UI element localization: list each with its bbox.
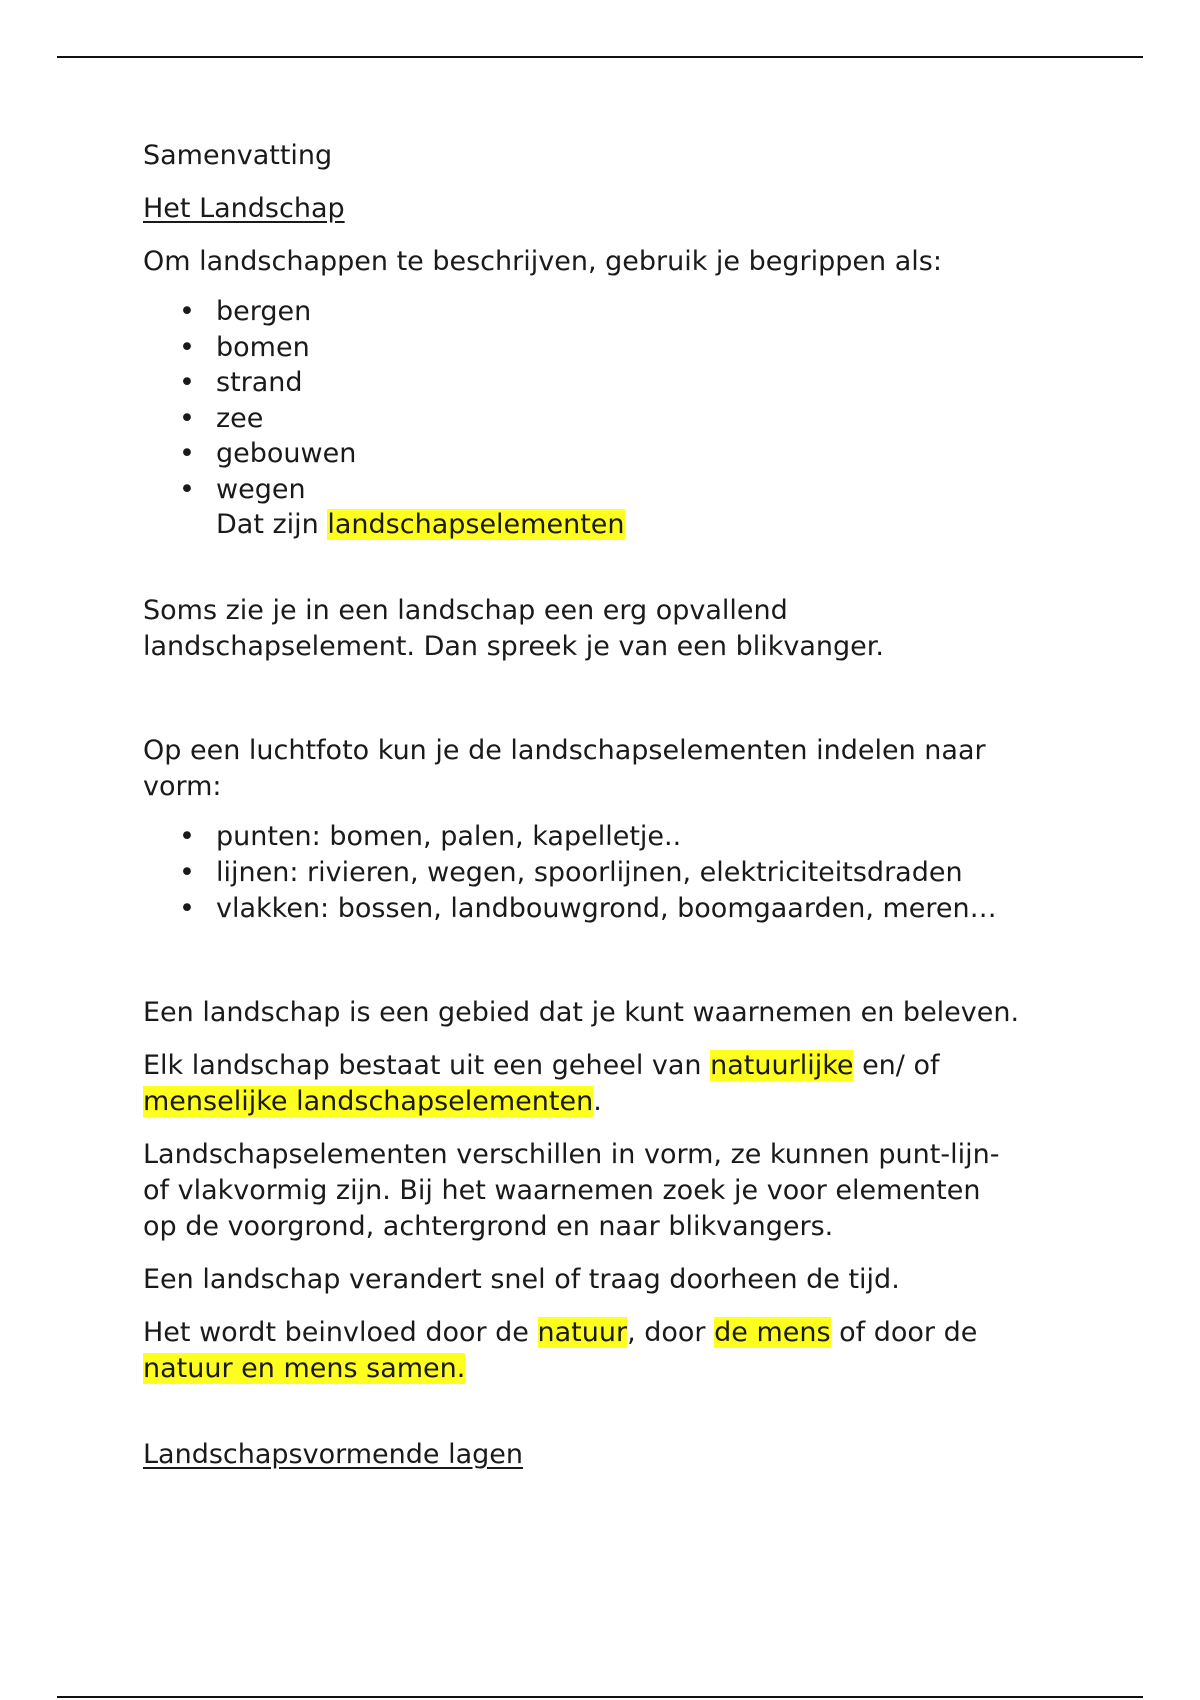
landscape-terms-list	[143, 294, 1063, 507]
highlight-natuurlijke: natuurlijke	[710, 1050, 854, 1081]
list-item: • vlakken: bossen, landbouwgrond, boomgaarden, meren…	[179, 891, 1063, 927]
elements-text-2: en/ of	[853, 1050, 940, 1081]
elements-paragraph	[143, 1048, 1063, 1120]
shape-line-1: Landschapselementen verschillen in vorm, ze kunnen punt-lijn-	[143, 1139, 1000, 1170]
section-heading-lagen: Landschapsvormende lagen	[143, 1439, 524, 1470]
definition-paragraph: Een landschap is een gebied dat je kunt waarnemen en beleven.	[143, 997, 1020, 1028]
elements-text-1: Elk landschap bestaat uit een geheel van	[143, 1050, 711, 1081]
highlight-de-mens: de mens	[714, 1317, 831, 1348]
document-title: Samenvatting	[143, 140, 333, 171]
blikvanger-line-1: Soms zie je in een landschap een erg opvallend	[143, 595, 788, 626]
blikvanger-line-2: landschapselement. Dan spreek je van een blikvanger.	[143, 631, 884, 662]
blikvanger-paragraph	[143, 593, 1063, 665]
document-body	[143, 138, 1063, 1473]
top-rule	[57, 56, 1143, 58]
list-item: • bomen	[179, 330, 1063, 366]
shape-line-2: of vlakvormig zijn. Bij het waarnemen zoek je voor elementen	[143, 1175, 981, 1206]
elements-text-3: .	[593, 1086, 602, 1117]
highlight-natuur: natuur	[537, 1317, 628, 1348]
intro-paragraph: Om landschappen te beschrijven, gebruik je begrippen als:	[143, 246, 942, 277]
highlight-menselijke: menselijke landschapselementen	[143, 1086, 594, 1117]
influence-paragraph	[143, 1315, 1063, 1387]
list-conclusion	[143, 507, 1063, 543]
list-item: • lijnen: rivieren, wegen, spoorlijnen, elektriciteitsdraden	[179, 855, 1063, 891]
influence-text-3: of door de	[830, 1317, 978, 1348]
bottom-rule	[57, 1696, 1143, 1698]
list-item: • zee	[179, 401, 1063, 437]
highlight-natuur-en-mens: natuur en mens samen.	[143, 1353, 466, 1384]
list-item: • gebouwen	[179, 436, 1063, 472]
time-paragraph: Een landschap verandert snel of traag doorheen de tijd.	[143, 1264, 900, 1295]
list-item: • strand	[179, 365, 1063, 401]
conclusion-text: Dat zijn	[216, 509, 328, 540]
list-item: • bergen	[179, 294, 1063, 330]
section-heading-landschap: Het Landschap	[143, 193, 345, 224]
influence-text-2: , door	[627, 1317, 715, 1348]
influence-text-1: Het wordt beinvloed door de	[143, 1317, 538, 1348]
list-item: • wegen	[179, 472, 1063, 508]
highlight-landschapselementen: landschapselementen	[327, 509, 625, 540]
shape-paragraph	[143, 1137, 1063, 1245]
shape-line-3: op de voorgrond, achtergrond en naar blikvangers.	[143, 1211, 834, 1242]
shape-types-list	[143, 819, 1063, 927]
vorm-intro-paragraph: Op een luchtfoto kun je de landschapselementen indelen naar vorm:	[143, 735, 986, 802]
list-item: • punten: bomen, palen, kapelletje..	[179, 819, 1063, 855]
